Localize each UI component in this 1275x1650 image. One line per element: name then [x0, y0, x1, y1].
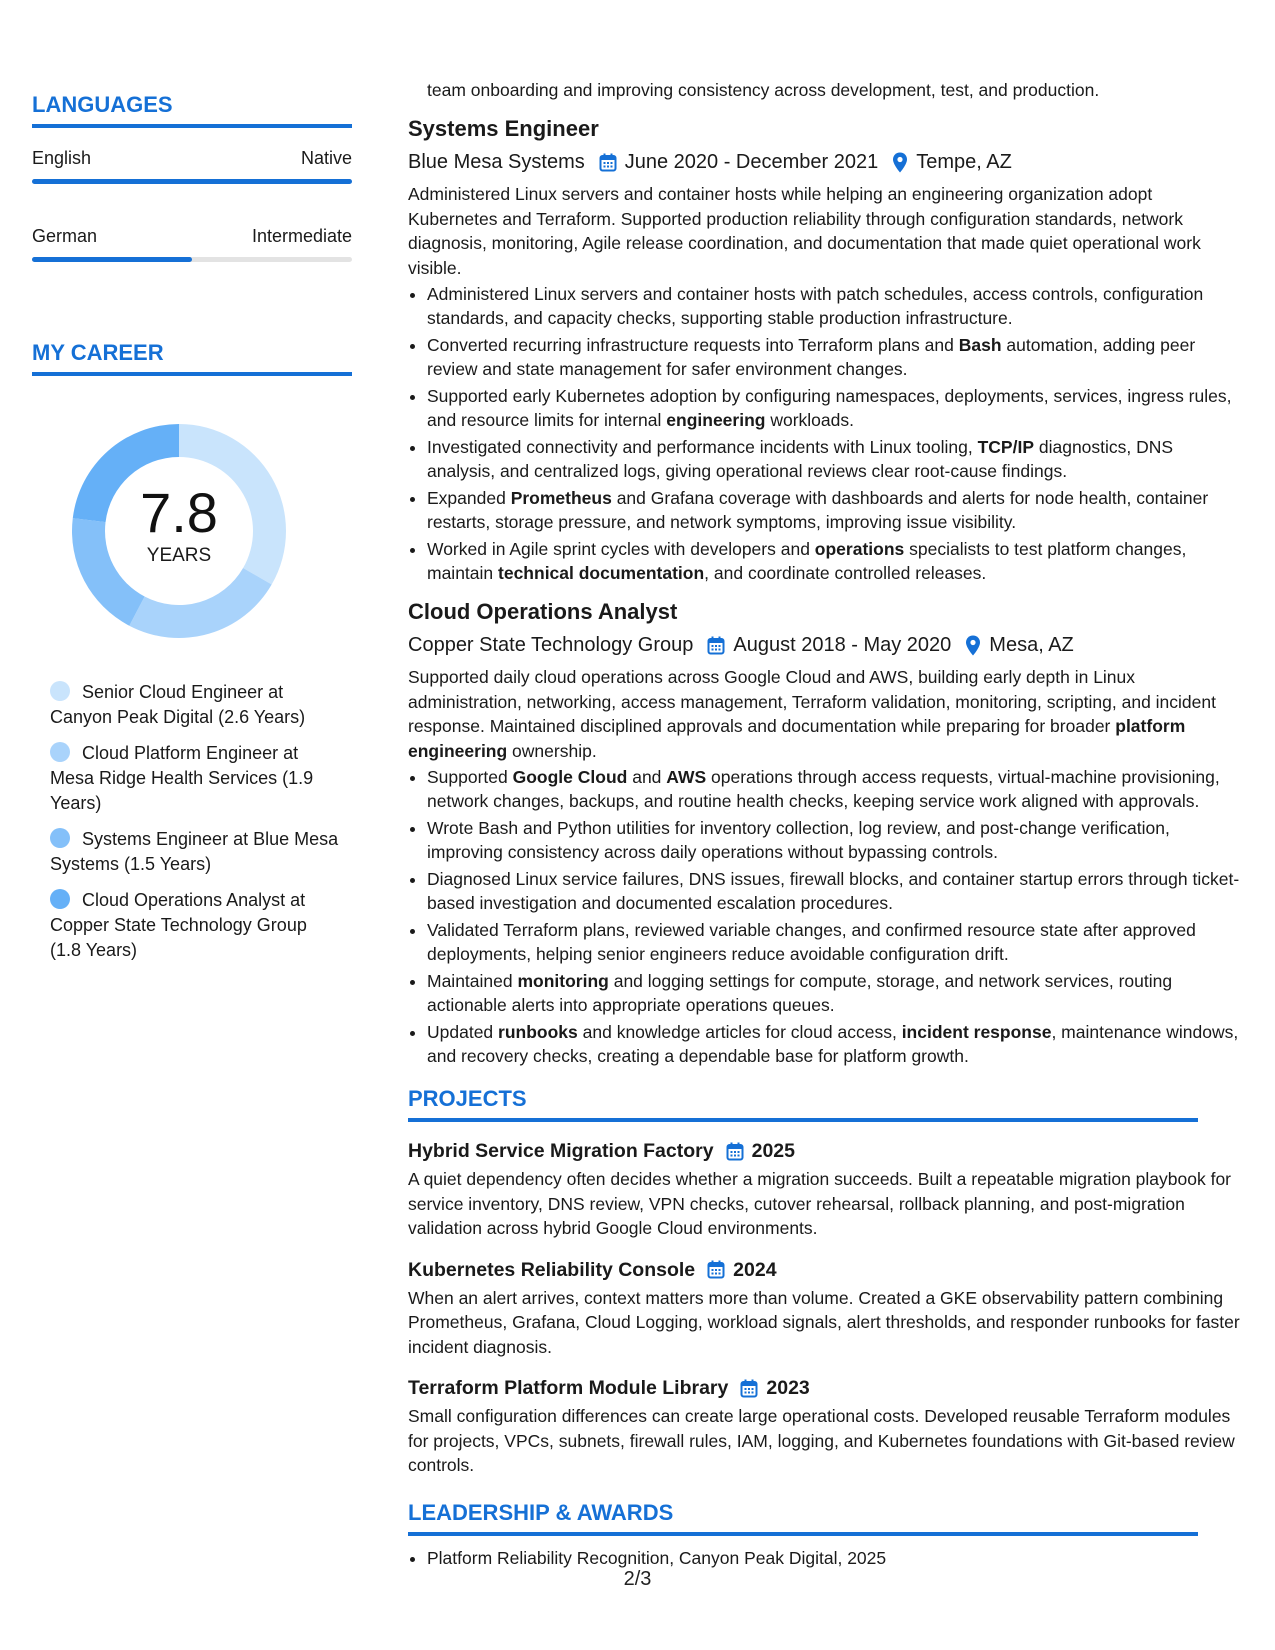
bold-keyword: Prometheus	[510, 488, 612, 508]
project-description: A quiet dependency often decides whether a migration succeeds. Built a repeatable migration playbook for service inventory, DNS review, VPN checks, cutover rehearsal, rollback planning, and post-migration validation across hybrid Google Cloud environments.	[408, 1169, 1232, 1238]
project-year: 2024	[733, 1258, 777, 1281]
bullet-item: • Updated runbooks and knowledge articles for cloud access, incident response, maintenance windows, and recovery checks, creating a dependable base for platform growth.	[427, 1020, 1243, 1068]
job-location: Tempe, AZ	[916, 151, 1012, 173]
bullet-item: • Investigated connectivity and performance incidents with Linux tooling, TCP/IP diagnostics, DNS analysis, and centralized logs, giving operational reviews clear root-cause findings.	[427, 435, 1243, 483]
bold-keyword: Bash	[958, 335, 1002, 355]
bold-keyword: incident response	[901, 1022, 1052, 1042]
bullet-item: • Supported early Kubernetes adoption by configuring namespaces, deployments, services, ingress rules, and resource limits for internal engineering workloads.	[427, 384, 1243, 432]
total-years-unit: YEARS	[146, 545, 212, 566]
experience-list	[408, 114, 1243, 1068]
calendar-icon	[599, 153, 617, 172]
legend-label: Systems Engineer at Blue Mesa Systems (1.5 Years)	[50, 829, 339, 874]
language-row	[32, 226, 352, 247]
language-level: Native	[300, 148, 352, 168]
bold-keyword: engineering	[666, 410, 766, 430]
career-donut-chart	[66, 418, 292, 644]
legend-dot	[50, 828, 70, 848]
bullet-item: • Supported Google Cloud and AWS operations through access requests, virtual-machine provisioning, network changes, backups, and routine health checks, keeping service work aligned with approvals.	[427, 765, 1243, 813]
career-heading: MY CAREER	[32, 340, 352, 376]
job-title: Cloud Operations Analyst	[408, 599, 678, 624]
language-bar-fill	[32, 179, 352, 184]
language-bar-fill	[32, 257, 192, 262]
bold-keyword: platform engineering	[408, 716, 1186, 761]
language-bar	[32, 179, 352, 184]
language-name: English	[32, 148, 92, 168]
job-title: Systems Engineer	[408, 116, 599, 141]
language-row	[32, 148, 352, 169]
job-summary: Supported daily cloud operations across Google Cloud and AWS, building early depth in Linux administration, networking, access management, Terraform validation, monitoring, scripting, and incident response. Maintained disciplined approvals and documentation while preparing for broader platform engineering ownership.	[408, 667, 1216, 761]
project-name: Terraform Platform Module Library	[408, 1377, 729, 1399]
bullet-item: • Wrote Bash and Python utilities for inventory collection, log review, and post-change verification, improving consistency across daily operations without bypassing controls.	[427, 816, 1243, 864]
bullet-item: • Expanded Prometheus and Grafana coverage with dashboards and alerts for node health, container restarts, storage pressure, and network symptoms, improving issue visibility.	[427, 486, 1243, 534]
projects-heading: PROJECTS	[408, 1086, 1198, 1122]
language-bar	[32, 257, 352, 262]
calendar-icon	[740, 1379, 758, 1398]
project-list	[408, 1138, 1243, 1478]
bold-keyword: monitoring	[517, 971, 609, 991]
project-header	[408, 1257, 1243, 1283]
bullet-item: • Validated Terraform plans, reviewed variable changes, and confirmed resource state after approved deployments, helping senior engineers reduce avoidable configuration drift.	[427, 918, 1243, 966]
project-description: Small configuration differences can create large operational costs. Developed reusable Terraform modules for projects, VPCs, subnets, firewall rules, IAM, logging, and Kubernetes foundations with Git-based review controls.	[408, 1406, 1235, 1475]
legend-dot	[50, 889, 70, 909]
job-dates: August 2018 - May 2020	[733, 634, 952, 656]
awards-heading: LEADERSHIP & AWARDS	[408, 1500, 1198, 1536]
legend-label: Cloud Operations Analyst at Copper State Technology Group (1.8 Years)	[50, 890, 307, 960]
language-list	[32, 148, 352, 262]
job-bullets	[408, 282, 1243, 585]
legend-item	[50, 827, 340, 877]
bullet-item: • Diagnosed Linux service failures, DNS issues, firewall blocks, and container startup errors through ticket-based investigation and documented escalation procedures.	[427, 867, 1243, 915]
sidebar	[32, 92, 352, 974]
project-entry	[408, 1375, 1243, 1478]
bold-keyword: Google Cloud	[512, 767, 628, 787]
calendar-icon	[707, 1260, 725, 1279]
legend-item	[50, 680, 340, 730]
bullet-item: • Maintained monitoring and logging settings for compute, storage, and network services, routing actionable alerts into appropriate operations queues.	[427, 969, 1243, 1017]
location-pin-icon	[892, 152, 908, 173]
awards-section	[408, 1500, 1243, 1570]
company-name: Copper State Technology Group	[408, 634, 694, 656]
continued-bullet-line: team onboarding and improving consistency across development, test, and production.	[427, 80, 1100, 100]
project-year: 2023	[766, 1377, 810, 1399]
languages-heading: LANGUAGES	[32, 92, 352, 128]
job-summary: Administered Linux servers and container hosts while helping an engineering organization adopt Kubernetes and Terraform. Supported production reliability through configuration standards, network diagnosis, monitoring, Agile release coordination, and documentation that made quiet operational work visible.	[408, 184, 1201, 278]
bullet-item: • Worked in Agile sprint cycles with developers and operations specialists to test platform changes, maintain technical documentation, and coordinate controlled releases.	[427, 537, 1243, 585]
projects-section	[408, 1086, 1243, 1478]
legend-label: Cloud Platform Engineer at Mesa Ridge Health Services (1.9 Years)	[50, 743, 314, 813]
award-item: • Platform Reliability Recognition, Canyon Peak Digital, 2025	[427, 1546, 1243, 1570]
career-legend	[50, 680, 340, 963]
bold-keyword: TCP/IP	[977, 437, 1034, 457]
job-meta	[408, 631, 1243, 659]
legend-dot	[50, 742, 70, 762]
bold-keyword: AWS	[666, 767, 707, 787]
language-level: Intermediate	[251, 226, 352, 246]
job-location: Mesa, AZ	[989, 634, 1074, 656]
job-entry	[408, 597, 1243, 1068]
award-list	[408, 1546, 1243, 1570]
calendar-icon	[726, 1142, 744, 1161]
bold-keyword: technical documentation	[498, 563, 705, 583]
job-bullets	[408, 765, 1243, 1068]
job-entry	[408, 114, 1243, 585]
job-dates: June 2020 - December 2021	[624, 151, 879, 173]
language-name: German	[32, 226, 98, 246]
project-entry	[408, 1138, 1243, 1241]
location-pin-icon	[965, 635, 981, 656]
page-number: 2/3	[623, 1568, 652, 1590]
project-description: When an alert arrives, context matters more than volume. Created a GKE observability pattern combining Prometheus, Grafana, Cloud Logging, workload signals, alert thresholds, and responder runbooks for faster incident diagnosis.	[408, 1287, 1240, 1357]
project-name: Hybrid Service Migration Factory	[408, 1140, 714, 1162]
legend-item	[50, 888, 340, 963]
total-years-value: 7.8	[140, 481, 218, 544]
bullet-item: • Administered Linux servers and container hosts with patch schedules, access controls, configuration standards, and capacity checks, supporting stable production infrastructure.	[427, 282, 1243, 330]
main-content	[408, 78, 1243, 1573]
legend-label: Senior Cloud Engineer at Canyon Peak Digital (2.6 Years)	[50, 682, 306, 727]
language-item	[32, 226, 352, 262]
job-meta	[408, 148, 1243, 176]
calendar-icon	[707, 636, 725, 655]
legend-item	[50, 741, 340, 816]
legend-dot	[50, 681, 70, 701]
project-name: Kubernetes Reliability Console	[408, 1258, 696, 1281]
bold-keyword: operations	[814, 539, 905, 559]
company-name: Blue Mesa Systems	[408, 151, 585, 173]
project-year: 2025	[751, 1140, 795, 1162]
project-header	[408, 1375, 1243, 1401]
bullet-item: • Converted recurring infrastructure requests into Terraform plans and Bash automation, adding peer review and state management for safer environment changes.	[427, 333, 1243, 381]
bold-keyword: runbooks	[498, 1022, 578, 1042]
project-entry	[408, 1257, 1243, 1360]
project-header	[408, 1138, 1243, 1164]
language-item	[32, 148, 352, 184]
